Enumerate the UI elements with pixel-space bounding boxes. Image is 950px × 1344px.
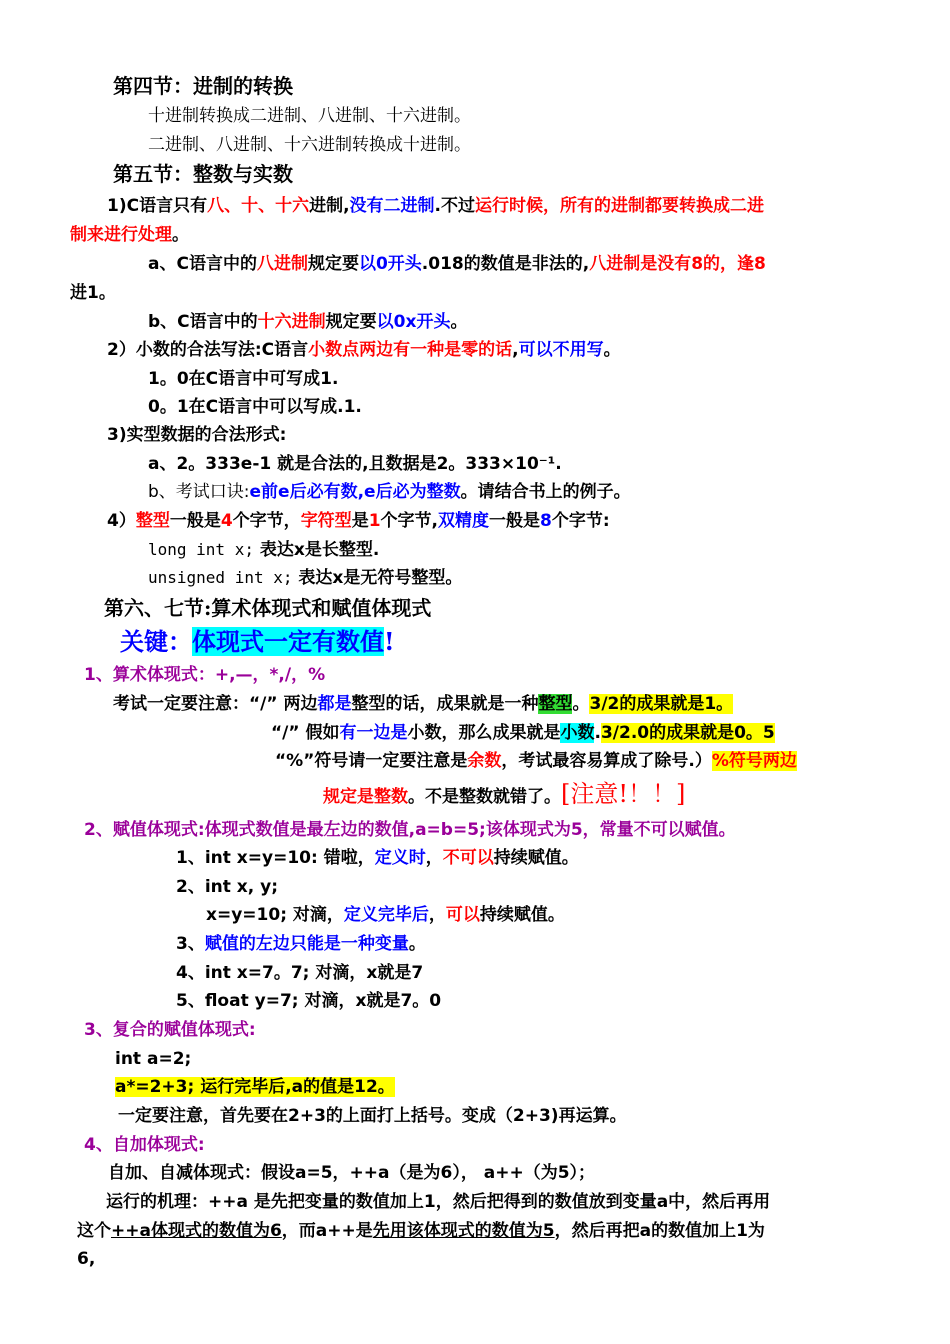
text: [注意!！！] — [561, 780, 686, 808]
text: 十六进制 — [257, 312, 326, 332]
text: ，考试最容易算成了除号.） — [501, 751, 712, 771]
text-line — [275, 749, 797, 773]
text: 。不是整数就错了。 — [408, 787, 561, 807]
text-line: a、2。333e-1 就是合法的,且数据是2。333×10⁻¹. — [148, 454, 562, 474]
text: 八进制是没有8的，逢8 — [589, 254, 766, 274]
text: . — [594, 723, 601, 743]
heading-compound: 3、复合的赋值体现式: — [84, 1020, 256, 1040]
text: e前e后必有数,e后必为整数 — [249, 482, 461, 502]
text: “/” 假如 — [271, 723, 340, 743]
para-a — [148, 252, 766, 276]
text-line: 0。1在C语言中可以写成.1. — [148, 397, 362, 417]
list-item — [176, 932, 426, 956]
text: ，而a++是 — [281, 1221, 373, 1241]
text: 八进制 — [256, 254, 308, 274]
text: 是 — [351, 511, 369, 531]
heading-assign: 2、赋值体现式:体现式数值是最左边的数值,a=b=5;该体现式为5，常量不可以赋值。 — [84, 820, 736, 840]
text-line: 6, — [77, 1249, 96, 1269]
text: 不可以 — [442, 848, 494, 868]
text: 。 — [172, 225, 189, 245]
list-item — [206, 903, 565, 927]
text: ， — [428, 905, 446, 925]
text-line — [148, 480, 631, 504]
text: ! — [384, 627, 395, 656]
text: 定义完毕后 — [343, 905, 429, 925]
text: 有一边是 — [339, 723, 408, 743]
text: 。 — [603, 340, 621, 360]
key-line — [120, 626, 395, 658]
text: 赋值的左边只能是一种变量 — [204, 934, 409, 954]
text: 制来进行处理 — [70, 225, 172, 245]
text-line — [77, 1219, 765, 1243]
text: 1、int x=y=10: 错啦， — [176, 848, 375, 868]
text: 运行时候，所有的进制都要转换成二进 — [475, 196, 765, 216]
text: 以0x开头 — [376, 312, 451, 332]
text: 整型 — [538, 694, 573, 714]
text: b、考试口诀: — [148, 482, 250, 502]
para-1 — [107, 194, 764, 218]
text: %符号两边 — [711, 751, 797, 771]
code-line — [115, 1075, 395, 1099]
text: , — [512, 340, 519, 360]
text: 表达x是长整型. — [253, 540, 380, 560]
text: 八、十、十六 — [207, 196, 310, 216]
text: 整型 — [135, 511, 170, 531]
text: 双精度 — [438, 511, 489, 531]
code-line: int a=2; — [115, 1049, 192, 1069]
code-line — [148, 538, 379, 562]
text: 1)C语言只有 — [107, 196, 208, 216]
list-item: 5、float y=7; 对滴，x就是7。0 — [176, 991, 442, 1011]
text: 1 — [368, 511, 381, 531]
text: 定义时 — [374, 848, 426, 868]
text: 一般是 — [169, 511, 221, 531]
list-item: 2、int x, y; — [176, 877, 279, 897]
text: 2）小数的合法写法:C语言 — [107, 340, 309, 360]
text: 没有二进制 — [349, 196, 435, 216]
text: 一般是 — [489, 511, 540, 531]
para-1-cont — [70, 223, 189, 247]
text: 个字节， — [232, 511, 301, 531]
text: .018的数值是非法的, — [421, 254, 590, 274]
text: 小数 — [560, 723, 595, 743]
text: 3/2的成果就是1。 — [589, 694, 734, 714]
text: ，然后再把a的数值加上1为 — [554, 1221, 765, 1241]
text: .不过 — [434, 196, 476, 216]
text-line: 一定要注意，首先要在2+3的上面打上括号。变成（2+3)再运算。 — [118, 1106, 627, 1126]
text: ++a体现式的数值为6 — [111, 1221, 282, 1241]
text: 小数，那么成果就是 — [407, 723, 561, 743]
text: 关键： — [120, 627, 192, 656]
heading-increment: 4、自加体现式: — [84, 1135, 205, 1155]
para-3: 3)实型数据的合法形式: — [107, 425, 287, 445]
text-line — [323, 782, 685, 809]
text: 小数点两边有一种是零的话 — [308, 340, 513, 360]
text: 这个 — [77, 1221, 111, 1241]
text: 可以不用写 — [518, 340, 604, 360]
list-item — [176, 846, 579, 870]
para-2 — [107, 338, 621, 362]
text: 整型的话，成果就是一种 — [351, 694, 539, 714]
text: 都是 — [317, 694, 352, 714]
code: unsigned int x; — [148, 568, 293, 587]
para-4 — [107, 509, 610, 533]
text: 。请结合书上的例子。 — [460, 482, 631, 502]
section67-title: 第六、七节:算术体现式和赋值体现式 — [104, 596, 432, 620]
para-a-cont: 进1。 — [70, 283, 116, 303]
para-b — [148, 310, 467, 334]
text: 个字节: — [551, 511, 610, 531]
section5-title: 第五节：整数与实数 — [113, 162, 293, 186]
text: 考试一定要注意：“/” 两边 — [113, 694, 318, 714]
text: 规定要 — [325, 312, 377, 332]
code: long int x; — [148, 540, 254, 559]
list-item: 4、int x=7。7; 对滴，x就是7 — [176, 963, 424, 983]
text: 字符型 — [300, 511, 352, 531]
text: 3/2.0的成果就是0。5 — [600, 723, 775, 743]
text: 。 — [572, 694, 590, 714]
text: 8 — [540, 511, 552, 531]
text: 表达x是无符号整型。 — [292, 568, 463, 588]
text: b、C语言中的 — [148, 312, 258, 332]
text: 3、 — [176, 934, 205, 954]
text: 4） — [107, 511, 136, 531]
code-line — [148, 566, 462, 590]
text: “%”符号请一定要注意是 — [275, 751, 468, 771]
text-line: 二进制、八进制、十六进制转换成十进制。 — [148, 135, 471, 155]
text: 规定是整数 — [323, 787, 408, 807]
text-line: 1。0在C语言中可写成1. — [148, 369, 339, 389]
text: 进制, — [309, 196, 350, 216]
text: 体现式一定有数值 — [192, 627, 384, 656]
text: 持续赋值。 — [493, 848, 579, 868]
text-line: 十进制转换成二进制、八进制、十六进制。 — [148, 106, 471, 126]
text: 持续赋值。 — [479, 905, 565, 925]
text: 个字节, — [380, 511, 438, 531]
text: 。 — [450, 312, 468, 332]
text-line: 自加、自减体现式：假设a=5，++a（是为6）， a++（为5）； — [108, 1163, 596, 1183]
text: 。 — [408, 934, 426, 954]
text: ， — [425, 848, 443, 868]
section4-title: 第四节：进制的转换 — [113, 74, 293, 98]
text-line — [271, 721, 775, 745]
text: a、C语言中的 — [148, 254, 257, 274]
text: 以0开头 — [358, 254, 422, 274]
text: 先用该体现式的数值为5 — [372, 1221, 555, 1241]
text-line — [113, 692, 733, 716]
text: x=y=10; 对滴， — [206, 905, 344, 925]
text: 4 — [220, 511, 233, 531]
heading-arith: 1、算术体现式：+,—，*,/，% — [84, 665, 326, 685]
text: 可以 — [445, 905, 480, 925]
text: a*=2+3; 运行完毕后,a的值是12。 — [115, 1077, 395, 1097]
text-line: 运行的机理：++a 是先把变量的数值加上1，然后把得到的数值放到变量a中，然后再用 — [106, 1192, 771, 1212]
text: 余数 — [467, 751, 502, 771]
text: 规定要 — [307, 254, 359, 274]
